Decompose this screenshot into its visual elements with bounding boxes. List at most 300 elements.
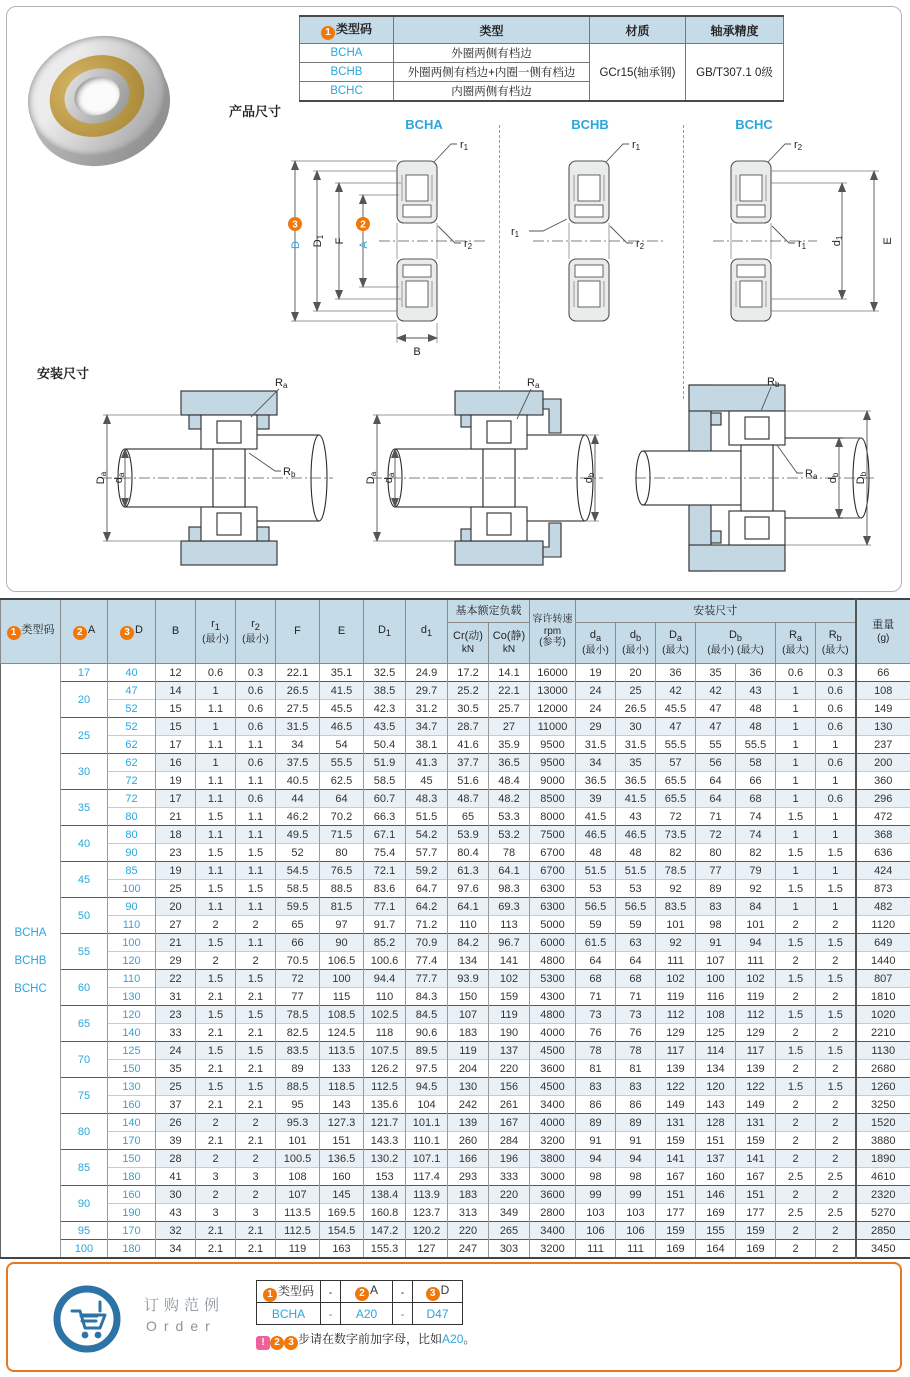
cell-db: 30 (616, 718, 656, 736)
cell-Co: 156 (489, 1078, 530, 1096)
col-header-a (61, 599, 108, 664)
cell-Ra: 2 (776, 1186, 816, 1204)
cell-r1: 2 (196, 916, 236, 934)
cell-r2: 2 (236, 1150, 276, 1168)
cell-D: 80 (108, 826, 156, 844)
cell-r1: 2.1 (196, 1240, 236, 1259)
cell-F: 27.5 (276, 700, 320, 718)
cell-Co: 113 (489, 916, 530, 934)
cell-db: 26.5 (616, 700, 656, 718)
cell-E: 169.5 (320, 1204, 364, 1222)
cell-D1: 72.1 (364, 862, 406, 880)
cell-A: 45 (61, 862, 108, 898)
cell-D: 180 (108, 1168, 156, 1186)
col-header-e: E (320, 599, 364, 664)
cell-D: 52 (108, 718, 156, 736)
cell-Ra: 1 (776, 898, 816, 916)
cell-B: 27 (156, 916, 196, 934)
cell-Co: 96.7 (489, 934, 530, 952)
cell-Co: 102 (489, 970, 530, 988)
col-header-db-low: $d_b$ (最小) (616, 623, 656, 664)
cell-D1: 100.6 (364, 952, 406, 970)
cell-rpm: 3400 (530, 1222, 576, 1240)
type-desc-bchb: 外圈两侧有档边+内圈一侧有档边 (394, 63, 590, 82)
table-row (1, 1006, 910, 1024)
dim-label-db: db (827, 472, 840, 484)
cell-weight: 3250 (856, 1096, 910, 1114)
cell-Rb: 0.6 (816, 682, 856, 700)
dim-label-Ra: Ra (805, 468, 818, 481)
cell-da: 41.5 (576, 808, 616, 826)
col-header-type-code-label: 类型码 (21, 623, 55, 636)
cell-weight: 368 (856, 826, 910, 844)
cell-F: 59.5 (276, 898, 320, 916)
cell-E: 163 (320, 1240, 364, 1259)
cell-d1: 90.6 (406, 1024, 448, 1042)
cell-Db-max: 151 (736, 1186, 776, 1204)
cell-D1: 60.7 (364, 790, 406, 808)
cell-Db-min: 128 (696, 1114, 736, 1132)
cell-A: 17 (61, 664, 108, 682)
cell-Ra: 1.5 (776, 934, 816, 952)
cell-D1: 58.5 (364, 772, 406, 790)
cell-Co: 27 (489, 718, 530, 736)
order-header-a: 2 A (341, 1281, 393, 1303)
dim-label-da: da (383, 472, 396, 484)
cell-E: 115 (320, 988, 364, 1006)
cell-Cr: 65 (448, 808, 489, 826)
cell-Db-max: 131 (736, 1114, 776, 1132)
cell-Da: 102 (656, 970, 696, 988)
cell-Ra: 1 (776, 862, 816, 880)
cell-Rb: 2.5 (816, 1168, 856, 1186)
cell-Da: 122 (656, 1078, 696, 1096)
cell-r1: 0.6 (196, 664, 236, 682)
cell-Db-min: 98 (696, 916, 736, 934)
cell-weight: 360 (856, 772, 910, 790)
cell-B: 33 (156, 1024, 196, 1042)
cell-rpm: 4000 (530, 1024, 576, 1042)
cell-Co: 220 (489, 1060, 530, 1078)
cell-db: 64 (616, 952, 656, 970)
cell-A: 60 (61, 970, 108, 1006)
order-value-code: BCHA (257, 1303, 321, 1325)
cell-r1: 2 (196, 1186, 236, 1204)
dim-label-r2: r2 (794, 139, 803, 152)
table-row (1, 1060, 910, 1078)
cell-da: 73 (576, 1006, 616, 1024)
cell-D: 85 (108, 862, 156, 880)
cell-da: 68 (576, 970, 616, 988)
table-row (300, 44, 784, 63)
info-header-material: 材质 (590, 16, 686, 44)
table-row (1, 1114, 910, 1132)
cell-D: 150 (108, 1060, 156, 1078)
cell-E: 70.2 (320, 808, 364, 826)
cell-F: 108 (276, 1168, 320, 1186)
cell-Co: 69.3 (489, 898, 530, 916)
cell-d1: 48.3 (406, 790, 448, 808)
cell-rpm: 11000 (530, 718, 576, 736)
cell-r1: 1.5 (196, 880, 236, 898)
cell-Da: 45.5 (656, 700, 696, 718)
cell-E: 80 (320, 844, 364, 862)
cell-Co: 333 (489, 1168, 530, 1186)
cell-d1: 107.1 (406, 1150, 448, 1168)
cell-E: 64 (320, 790, 364, 808)
cell-F: 65 (276, 916, 320, 934)
cell-weight: 1810 (856, 988, 910, 1006)
cell-E: 54 (320, 736, 364, 754)
cell-r2: 0.6 (236, 790, 276, 808)
cell-Cr: 17.2 (448, 664, 489, 682)
cell-F: 70.5 (276, 952, 320, 970)
cell-weight: 2210 (856, 1024, 910, 1042)
dim-label-r1: r1 (460, 139, 469, 152)
cell-Co: 265 (489, 1222, 530, 1240)
cell-Co: 78 (489, 844, 530, 862)
cell-Co: 141 (489, 952, 530, 970)
cell-Db-min: 160 (696, 1168, 736, 1186)
cell-Db-max: 84 (736, 898, 776, 916)
cell-D1: 83.6 (364, 880, 406, 898)
cell-Db-min: 120 (696, 1078, 736, 1096)
cell-da: 29 (576, 718, 616, 736)
group-header-load: 基本额定负载 (448, 599, 530, 623)
cell-weight: 149 (856, 700, 910, 718)
cell-da: 46.5 (576, 826, 616, 844)
cell-rpm: 6700 (530, 862, 576, 880)
cell-Da: 92 (656, 934, 696, 952)
cell-Da: 117 (656, 1042, 696, 1060)
cell-F: 46.2 (276, 808, 320, 826)
cell-Co: 349 (489, 1204, 530, 1222)
mount-diagram-3 (629, 373, 879, 585)
cell-db: 41.5 (616, 790, 656, 808)
cell-D: 160 (108, 1186, 156, 1204)
cell-Rb: 1.5 (816, 1042, 856, 1060)
cell-F: 26.5 (276, 682, 320, 700)
table-row (1, 970, 910, 988)
cell-rpm: 3600 (530, 1186, 576, 1204)
cell-d1: 84.5 (406, 1006, 448, 1024)
cell-Db-min: 56 (696, 754, 736, 772)
col-header-f: F (276, 599, 320, 664)
cell-Ra: 1.5 (776, 1006, 816, 1024)
dim-label-Da: Da (365, 471, 378, 485)
cell-da: 61.5 (576, 934, 616, 952)
cell-Ra: 1.5 (776, 970, 816, 988)
cell-Rb: 1.5 (816, 934, 856, 952)
cell-d1: 51.5 (406, 808, 448, 826)
cell-D: 130 (108, 988, 156, 1006)
cell-r2: 0.6 (236, 754, 276, 772)
cell-Db-min: 47 (696, 700, 736, 718)
table-row (1, 718, 910, 736)
cell-rpm: 9500 (530, 736, 576, 754)
cell-B: 21 (156, 934, 196, 952)
cell-Db-min: 108 (696, 1006, 736, 1024)
cell-weight: 1260 (856, 1078, 910, 1096)
cell-Db-min: 151 (696, 1132, 736, 1150)
cell-weight: 1440 (856, 952, 910, 970)
cell-Da: 149 (656, 1096, 696, 1114)
cell-Db-min: 164 (696, 1240, 736, 1259)
spec-table (0, 598, 910, 1259)
order-value-d: D47 (413, 1303, 463, 1325)
cell-Da: 112 (656, 1006, 696, 1024)
cell-Db-min: 55 (696, 736, 736, 754)
diagram-title-bchc: BCHC (735, 117, 773, 132)
cell-Ra: 1 (776, 754, 816, 772)
cell-B: 39 (156, 1132, 196, 1150)
cell-Da: 47 (656, 718, 696, 736)
badge-1-icon: 1 (7, 626, 21, 640)
cell-Rb: 1.5 (816, 844, 856, 862)
cell-d1: 77.7 (406, 970, 448, 988)
cell-Co: 25.7 (489, 700, 530, 718)
cell-Rb: 2 (816, 1096, 856, 1114)
cell-Db-min: 35 (696, 664, 736, 682)
table-row (1, 1042, 910, 1060)
cell-Db-min: 64 (696, 772, 736, 790)
cell-r1: 2.1 (196, 1222, 236, 1240)
cell-weight: 1890 (856, 1150, 910, 1168)
cell-Cr: 25.2 (448, 682, 489, 700)
cell-B: 34 (156, 1240, 196, 1259)
cell-Db-min: 100 (696, 970, 736, 988)
cell-r1: 1.1 (196, 772, 236, 790)
diagram-title-bcha: BCHA (405, 117, 443, 132)
badge-2-icon: 2 (73, 626, 87, 640)
cell-da: 64 (576, 952, 616, 970)
cell-F: 89 (276, 1060, 320, 1078)
table-row (1, 700, 910, 718)
table-row (1, 754, 910, 772)
cell-D: 140 (108, 1024, 156, 1042)
cell-r1: 1.5 (196, 808, 236, 826)
cell-Co: 98.3 (489, 880, 530, 898)
cell-Db-max: 36 (736, 664, 776, 682)
cell-rpm: 12000 (530, 700, 576, 718)
cell-D: 72 (108, 772, 156, 790)
cell-d1: 24.9 (406, 664, 448, 682)
col-header-r1: $r_1$ (最小) (196, 599, 236, 664)
cell-Cr: 53.9 (448, 826, 489, 844)
cell-Cr: 37.7 (448, 754, 489, 772)
order-dash: - (393, 1281, 413, 1303)
col-header-db-cap: $D_b$ (最小) (最大) (696, 623, 776, 664)
cell-d1: 113.9 (406, 1186, 448, 1204)
cell-da: 53 (576, 880, 616, 898)
cell-db: 106 (616, 1222, 656, 1240)
cell-Db-max: 68 (736, 790, 776, 808)
cell-Da: 65.5 (656, 790, 696, 808)
cell-Cr: 97.6 (448, 880, 489, 898)
cell-E: 154.5 (320, 1222, 364, 1240)
cell-db: 59 (616, 916, 656, 934)
cell-Cr: 30.5 (448, 700, 489, 718)
col-header-b: B (156, 599, 196, 664)
cell-Db-max: 122 (736, 1078, 776, 1096)
cell-Db-min: 42 (696, 682, 736, 700)
diagram-separator (499, 125, 500, 399)
cell-weight: 2680 (856, 1060, 910, 1078)
cell-B: 18 (156, 826, 196, 844)
cell-d1: 29.7 (406, 682, 448, 700)
cell-D1: 77.1 (364, 898, 406, 916)
cell-r2: 0.3 (236, 664, 276, 682)
cell-B: 29 (156, 952, 196, 970)
badge-3-icon: 3 (284, 1336, 298, 1350)
cell-d1: 57.7 (406, 844, 448, 862)
cell-d1: 110.1 (406, 1132, 448, 1150)
cell-Da: 139 (656, 1060, 696, 1078)
cell-Cr: 51.6 (448, 772, 489, 790)
cell-Co: 53.3 (489, 808, 530, 826)
cell-r2: 2.1 (236, 1132, 276, 1150)
cell-Rb: 1 (816, 826, 856, 844)
cell-A: 40 (61, 826, 108, 862)
cell-Db-max: 48 (736, 718, 776, 736)
cell-Cr: 41.6 (448, 736, 489, 754)
cell-Db-max: 48 (736, 700, 776, 718)
cell-r1: 1.1 (196, 862, 236, 880)
cell-B: 31 (156, 988, 196, 1006)
cell-D: 150 (108, 1150, 156, 1168)
table-row (1, 1132, 910, 1150)
col-header-co: Co(静) kN (489, 623, 530, 664)
cell-weight: 5270 (856, 1204, 910, 1222)
cell-Da: 55.5 (656, 736, 696, 754)
col-header-type-code (1, 599, 61, 664)
cell-Ra: 2 (776, 1114, 816, 1132)
cell-da: 24 (576, 700, 616, 718)
cell-weight: 636 (856, 844, 910, 862)
cell-F: 113.5 (276, 1204, 320, 1222)
cell-rpm: 4800 (530, 1006, 576, 1024)
cell-Ra: 2 (776, 1150, 816, 1168)
cell-r2: 2.1 (236, 1222, 276, 1240)
cell-Cr: 134 (448, 952, 489, 970)
type-code-label: BCHA (14, 926, 47, 939)
cell-F: 31.5 (276, 718, 320, 736)
cell-Co: 64.1 (489, 862, 530, 880)
cell-D: 180 (108, 1240, 156, 1259)
cell-Db-max: 58 (736, 754, 776, 772)
cell-da: 34 (576, 754, 616, 772)
cell-da: 71 (576, 988, 616, 1006)
cell-Co: 284 (489, 1132, 530, 1150)
cell-r1: 3 (196, 1168, 236, 1186)
order-header-code: 1 类型码 (257, 1281, 321, 1303)
section-label-product-dimensions: 产品尺寸 (229, 104, 282, 119)
cell-d1: 94.5 (406, 1078, 448, 1096)
cell-Cr: 61.3 (448, 862, 489, 880)
cell-weight: 424 (856, 862, 910, 880)
cell-r2: 1.5 (236, 1042, 276, 1060)
cell-D1: 138.4 (364, 1186, 406, 1204)
table-row (1, 1096, 910, 1114)
cell-r1: 1.5 (196, 1078, 236, 1096)
cell-Db-min: 47 (696, 718, 736, 736)
badge-3-icon: 3 (426, 1287, 440, 1301)
cell-Rb: 2 (816, 1114, 856, 1132)
cell-Db-min: 116 (696, 988, 736, 1006)
cell-Cr: 93.9 (448, 970, 489, 988)
bchb-cross-section-diagram (503, 131, 678, 361)
cell-F: 54.5 (276, 862, 320, 880)
cell-r1: 1.1 (196, 826, 236, 844)
cell-rpm: 6300 (530, 898, 576, 916)
cell-Db-min: 146 (696, 1186, 736, 1204)
badge-3-icon: 3 (120, 626, 134, 640)
cell-A: 35 (61, 790, 108, 826)
cell-rpm: 9000 (530, 772, 576, 790)
order-example-panel (6, 1262, 902, 1372)
info-header-precision: 轴承精度 (686, 16, 784, 44)
dim-label-D: D (290, 241, 302, 249)
cell-d1: 38.1 (406, 736, 448, 754)
cell-Rb: 2 (816, 1222, 856, 1240)
cell-B: 22 (156, 970, 196, 988)
cell-da: 91 (576, 1132, 616, 1150)
mount-diagram-1 (89, 373, 339, 585)
cell-Da: 131 (656, 1114, 696, 1132)
cell-D: 160 (108, 1096, 156, 1114)
cell-r1: 1 (196, 682, 236, 700)
cell-Ra: 1 (776, 790, 816, 808)
cell-B: 12 (156, 664, 196, 682)
cell-B: 23 (156, 844, 196, 862)
bchc-cross-section-diagram (687, 131, 902, 361)
cell-db: 20 (616, 664, 656, 682)
cell-Db-max: 129 (736, 1024, 776, 1042)
cell-Rb: 1 (816, 862, 856, 880)
cell-d1: 97.5 (406, 1060, 448, 1078)
table-row (1, 952, 910, 970)
cell-Da: 167 (656, 1168, 696, 1186)
cell-E: 133 (320, 1060, 364, 1078)
cell-A: 50 (61, 898, 108, 934)
cell-Db-min: 134 (696, 1060, 736, 1078)
dim-label-A: A (358, 241, 370, 249)
cell-r1: 1.5 (196, 970, 236, 988)
order-value-row (257, 1303, 463, 1325)
cell-d1: 41.3 (406, 754, 448, 772)
cell-Db-min: 77 (696, 862, 736, 880)
cell-db: 86 (616, 1096, 656, 1114)
cell-Cr: 28.7 (448, 718, 489, 736)
cell-E: 90 (320, 934, 364, 952)
cell-B: 43 (156, 1204, 196, 1222)
cell-E: 160 (320, 1168, 364, 1186)
spec-table-body (1, 664, 910, 1259)
dim-label-Rb: Rb (283, 466, 296, 479)
cell-B: 17 (156, 790, 196, 808)
cell-E: 81.5 (320, 898, 364, 916)
table-row (1, 934, 910, 952)
cell-rpm: 6300 (530, 880, 576, 898)
cell-r2: 1.1 (236, 736, 276, 754)
cell-Db-max: 101 (736, 916, 776, 934)
cell-D1: 51.9 (364, 754, 406, 772)
cell-Da: 119 (656, 988, 696, 1006)
badge-1-icon: 1 (263, 1288, 277, 1302)
cell-Rb: 0.6 (816, 790, 856, 808)
cell-da: 59 (576, 916, 616, 934)
cell-da: 99 (576, 1186, 616, 1204)
